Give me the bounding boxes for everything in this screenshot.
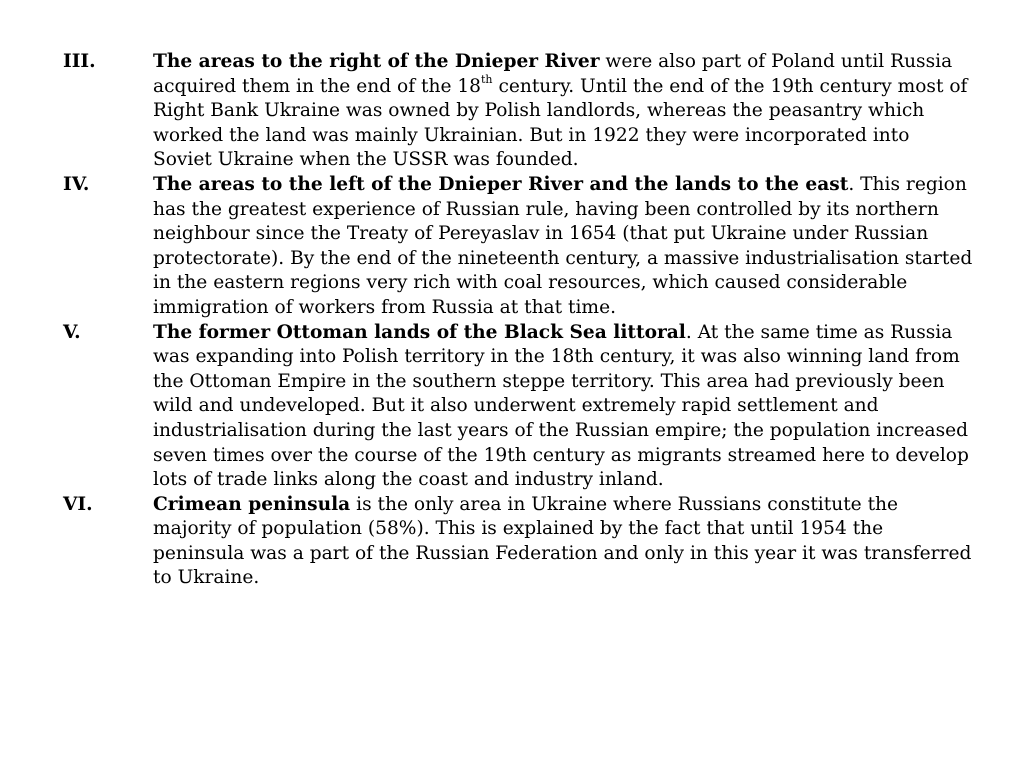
item-numeral: V.: [63, 321, 81, 343]
item-text: is the only area in Ukraine where Russians constitute the majority of population (58%). This is explained by the fact that until 1954 the peninsula was a part of the Russian Federation and only in this year it was transferred to Ukraine.: [153, 493, 972, 589]
item-numeral: VI.: [63, 493, 93, 515]
item-body: [153, 321, 973, 493]
item-text-continued: century. Until the end of the 19th century most of Right Bank Ukraine was owned by Polish landlords, whereas the peasantry which worked the land was mainly Ukrainian. But in 1922 they were incorporated into Soviet Ukraine when the USSR was founded.: [153, 75, 968, 171]
item-numeral: IV.: [63, 173, 90, 195]
list-item-iii: [63, 50, 973, 173]
list-item-iv: [63, 173, 973, 321]
item-body: [153, 50, 973, 173]
item-lead: Crimean peninsula: [153, 493, 351, 515]
list-item-vi: [63, 493, 973, 591]
item-lead: The former Ottoman lands of the Black Sea littoral: [153, 321, 686, 343]
region-list: [63, 50, 973, 591]
item-text: . This region has the greatest experience of Russian rule, having been controlled by its northern neighbour since the Treaty of Pereyaslav in 1654 (that put Ukraine under Russian protectorate). By the end of the nineteenth century, a massive industrialisation started in the eastern regions very rich with coal resources, which caused considerable immigration of workers from Russia at that time.: [153, 173, 973, 318]
item-body: [153, 493, 973, 591]
list-item-v: [63, 321, 973, 493]
ordinal-superscript: th: [481, 73, 493, 87]
item-text: . At the same time as Russia was expanding into Polish territory in the 18th century, it was also winning land from the Ottoman Empire in the southern steppe territory. This area had previously been wild and undeveloped. But it also underwent extremely rapid settlement and industrialisation during the last years of the Russian empire; the population increased seven times over the course of the 19th century as migrants streamed here to develop lots of trade links along the coast and industry inland.: [153, 321, 969, 491]
item-text: were also part of Poland until Russia acquired them in the end of the 18: [153, 51, 953, 97]
item-lead: The areas to the left of the Dnieper River and the lands to the east: [153, 173, 849, 195]
item-lead: The areas to the right of the Dnieper River: [153, 51, 600, 72]
item-numeral: III.: [63, 51, 96, 72]
item-body: [153, 173, 973, 321]
